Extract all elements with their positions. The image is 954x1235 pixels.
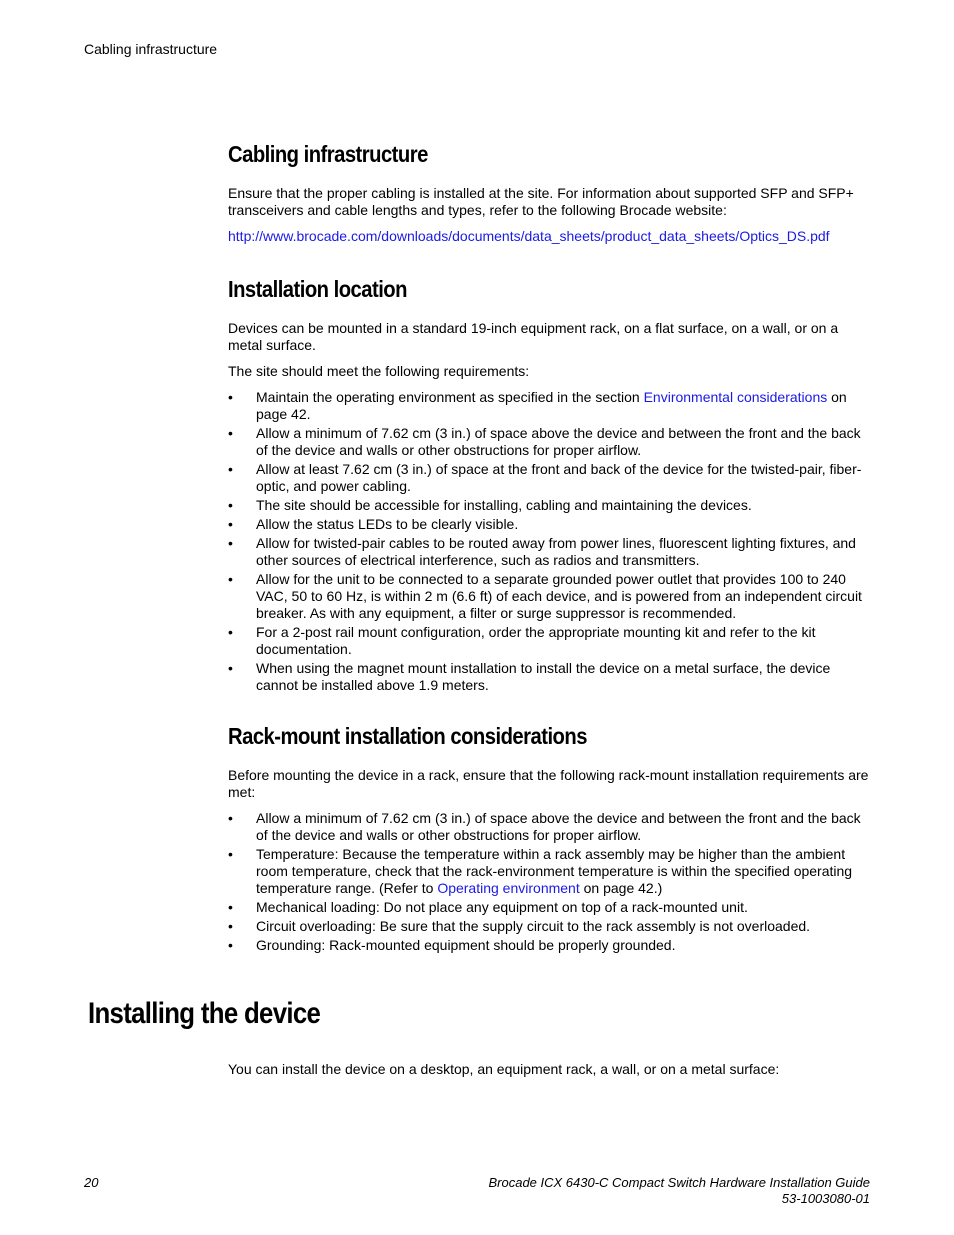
doc-number: 53-1003080-01 [781, 1191, 870, 1206]
bullet-mark: • [228, 389, 233, 405]
list-item: • Allow for the unit to be connected to a separate grounded power outlet that provides 100 to 240 VAC, 50 to 60 Hz, is within 2 m (6.6 ft) of each device, and is powered from an independent circuit breaker. As with any equipment, a filter or surge suppressor is recommended. [228, 571, 862, 621]
list-item: • Temperature: Because the temperature within a rack assembly may be higher than the ambient room temperature, check that the rack-environment temperature is within the specified operating temperature range. (Refer to Operating environment on page 42.) [228, 846, 853, 896]
rack-mount-heading: Rack-mount installation considerations [228, 723, 587, 749]
list-item: • Mechanical loading: Do not place any equipment on top of a rack-mounted unit. [228, 899, 748, 915]
bullet-mark: • [228, 899, 233, 915]
environmental-considerations-link[interactable]: Environmental considerations [643, 389, 828, 405]
list-item: • Grounding: Rack-mounted equipment should be properly grounded. [228, 937, 676, 953]
bullet-mark: • [228, 918, 233, 934]
list-item: • The site should be accessible for installing, cabling and maintaining the devices. [228, 497, 752, 513]
list-item: • Allow for twisted-pair cables to be routed away from power lines, fluorescent lighting fixtures, and other sources of electrical interference, such as radios and transmitters. [228, 535, 856, 568]
bullet-mark: • [228, 535, 233, 551]
list-item: • Allow a minimum of 7.62 cm (3 in.) of space above the device and between the front and the back of the device and walls or other obstructions for proper airflow. [228, 425, 861, 458]
footer-doc-info [488, 1175, 870, 1207]
list-item: • For a 2-post rail mount configuration, order the appropriate mounting kit and refer to the kit documentation. [228, 624, 816, 657]
installing-device-heading: Installing the device [88, 997, 321, 1030]
location-paragraph: Devices can be mounted in a standard 19-inch equipment rack, on a flat surface, on a wall, or on a metal surface. [228, 320, 839, 353]
rack-requirements-list [228, 810, 870, 954]
list-item: • Allow the status LEDs to be clearly visible. [228, 516, 519, 532]
list-item: • Allow a minimum of 7.62 cm (3 in.) of space above the device and between the front and the back of the device and walls or other obstructions for proper airflow. [228, 810, 861, 843]
list-item: • Maintain the operating environment as specified in the section Environmental considerations on page 42. [228, 389, 847, 422]
requirements-intro: The site should meet the following requirements: [228, 363, 530, 379]
main-content [228, 140, 870, 956]
bullet-mark: • [228, 461, 233, 477]
page-number: 20 [84, 1175, 99, 1190]
bullet-mark: • [228, 571, 233, 587]
operating-environment-link[interactable]: Operating environment [437, 880, 580, 896]
list-item: • Circuit overloading: Be sure that the supply circuit to the rack assembly is not overloaded. [228, 918, 811, 934]
cabling-paragraph: Ensure that the proper cabling is installed at the site. For information about supported SFP and SFP+ transceivers and cable lengths and types, refer to the following Brocade website: [228, 185, 854, 218]
bullet-mark: • [228, 660, 233, 676]
installation-location-heading: Installation location [228, 276, 407, 302]
list-item: • When using the magnet mount installation to install the device on a metal surface, the device cannot be installed above 1.9 meters. [228, 660, 831, 693]
bullet-mark: • [228, 425, 233, 441]
location-requirements-list [228, 389, 870, 694]
optics-datasheet-link[interactable]: http://www.brocade.com/downloads/documents/data_sheets/product_data_sheets/Optics_DS.pdf [228, 228, 830, 244]
running-header: Cabling infrastructure [84, 41, 218, 57]
bullet-mark: • [228, 516, 233, 532]
rack-paragraph: Before mounting the device in a rack, ensure that the following rack-mount installation requirements are met: [228, 767, 869, 800]
bullet-mark: • [228, 810, 233, 826]
bullet-mark: • [228, 624, 233, 640]
installing-paragraph: You can install the device on a desktop, an equipment rack, a wall, or on a metal surface: [228, 1061, 780, 1077]
bullet-mark: • [228, 937, 233, 953]
list-item: • Allow at least 7.62 cm (3 in.) of space at the front and back of the device for the twisted-pair, fiber-optic, and power cabling. [228, 461, 862, 494]
bullet-mark: • [228, 497, 233, 513]
doc-title: Brocade ICX 6430-C Compact Switch Hardware Installation Guide [488, 1175, 870, 1190]
cabling-heading: Cabling infrastructure [228, 141, 428, 167]
bullet-mark: • [228, 846, 233, 862]
